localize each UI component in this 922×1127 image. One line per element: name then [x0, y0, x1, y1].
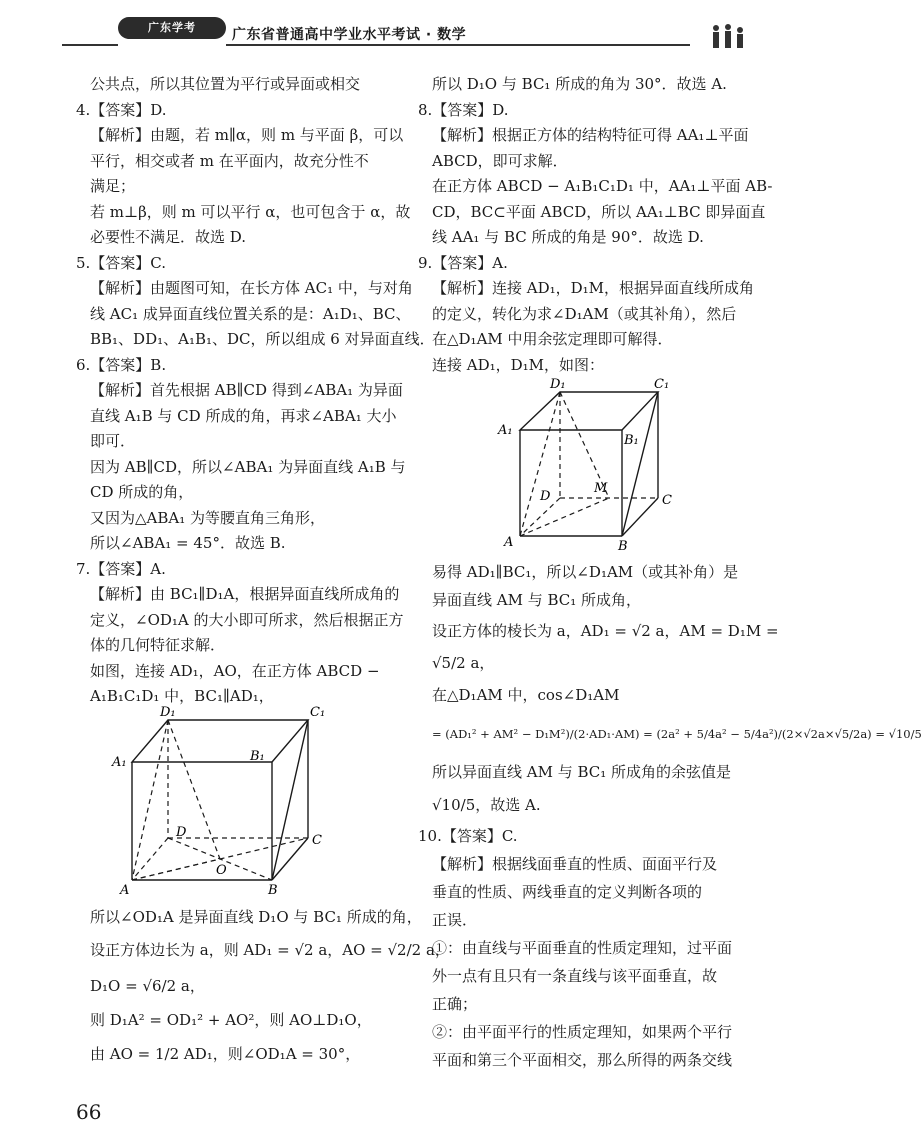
- text-line: 【解析】连接 AD₁，D₁M，根据异面直线所成角: [432, 279, 755, 297]
- text-line: 正误．: [432, 911, 478, 929]
- text-line: 所以异面直线 AM 与 BC₁ 所成角的余弦值是: [432, 763, 732, 781]
- right-column: [418, 72, 922, 1074]
- header-rule: [226, 44, 690, 46]
- text-line: 异面直线 AM 与 BC₁ 所成角，: [432, 591, 642, 609]
- answer-line: 7.【答案】A.: [76, 559, 166, 578]
- text-line: 在△D₁AM 中，cos∠D₁AM: [432, 686, 620, 704]
- text-line: 【解析】根据线面垂直的性质、面面平行及: [432, 855, 718, 873]
- text-line: BB₁、DD₁、A₁B₁、DC，所以组成 6 对异面直线．: [90, 330, 435, 348]
- text-line: CD 所成的角，: [90, 483, 194, 501]
- people-icon: [708, 24, 748, 50]
- text-line: 平行，相交或者 m 在平面内，故充分性不: [90, 151, 369, 170]
- text-line: 定义，∠OD₁A 的大小即可所求，然后根据正方: [90, 610, 404, 629]
- vertex-label: O: [216, 862, 227, 878]
- text-line: 正确；: [432, 995, 478, 1013]
- text-line: 即可．: [90, 432, 136, 450]
- answer-line: 4.【答案】D.: [76, 100, 167, 119]
- text-line: 如图，连接 AD₁，AO，在正方体 ABCD −: [90, 661, 380, 680]
- text-line: 连接 AD₁，D₁M，如图：: [432, 355, 605, 374]
- text-line: 则 D₁A² = OD₁² + AO²，则 AO⊥D₁O，: [90, 1010, 372, 1029]
- text-line: 在△D₁AM 中用余弦定理即可解得．: [432, 330, 673, 348]
- text-line: 直线 A₁B 与 CD 所成的角，再求∠ABA₁ 大小: [90, 406, 397, 425]
- text-line: 设正方体边长为 a，则 AD₁ = √2 a，AO = √2/2 a，: [90, 940, 450, 959]
- text-line: 必要性不满足．故选 D.: [90, 228, 247, 246]
- text-line: 线 AA₁ 与 BC 所成的角是 90°．故选 D.: [432, 228, 704, 246]
- text-line: 所以∠ABA₁ = 45°．故选 B.: [90, 534, 286, 552]
- text-line: 体的几何特征求解．: [90, 636, 226, 654]
- text-line: 【解析】由题图可知，在长方体 AC₁ 中，与对角: [90, 279, 413, 297]
- vertex-label: M: [594, 481, 608, 496]
- text-line: CD，BC⊂平面 ABCD，所以 AA₁⊥BC 即异面直: [432, 202, 766, 221]
- answer-line: 9.【答案】A.: [418, 253, 508, 272]
- text-line: 又因为△ABA₁ 为等腰直角三角形，: [90, 508, 326, 527]
- text-line: 平面和第三个平面相交，那么所得的两条交线: [432, 1051, 733, 1069]
- text-line: √5/2 a，: [432, 654, 495, 672]
- header-rule: [62, 44, 118, 46]
- vertex-label: A: [504, 535, 514, 550]
- vertex-label: C₁: [654, 377, 670, 392]
- text-line: ABCD，即可求解．: [432, 151, 568, 170]
- cube-edge-top: [132, 720, 308, 762]
- text-line: 【解析】由 BC₁∥D₁A，根据异面直线所成角的: [90, 585, 400, 603]
- vertex-label: B₁: [624, 433, 639, 448]
- answer-line: 5.【答案】C.: [76, 253, 167, 272]
- header-brand-logo: 广东学考: [118, 17, 226, 39]
- text-line: 若 m⊥β，则 m 可以平行 α，也可包含于 α，故: [90, 202, 411, 221]
- header-title: 广东省普通高中学业水平考试 · 数学: [232, 27, 467, 43]
- text-line: 易得 AD₁∥BC₁，所以∠D₁AM（或其补角）是: [432, 563, 739, 581]
- vertex-label: D: [540, 489, 551, 504]
- answer-line: 8.【答案】D.: [418, 100, 509, 119]
- text-line: 所以∠OD₁A 是异面直线 D₁O 与 BC₁ 所成的角，: [90, 907, 422, 926]
- vertex-label: A₁: [498, 423, 513, 438]
- vertex-label: D: [176, 824, 187, 840]
- text-line: 所以 D₁O 与 BC₁ 所成的角为 30°．故选 A.: [432, 75, 727, 93]
- vertex-label: B: [268, 882, 278, 898]
- text-line: 外一点有且只有一条直线与该平面垂直，故: [432, 967, 718, 985]
- left-column: [76, 72, 450, 1072]
- vertex-label: B₁: [250, 748, 265, 764]
- vertex-label: C₁: [310, 704, 326, 720]
- vertex-label: D₁: [160, 704, 176, 720]
- vertex-label: C: [312, 832, 322, 848]
- text-line: 设正方体的棱长为 a，AD₁ = √2 a，AM = D₁M =: [432, 622, 779, 640]
- page-number: 66: [76, 1100, 102, 1124]
- text-line: A₁B₁C₁D₁ 中，BC₁∥AD₁，: [90, 687, 274, 705]
- page-header: [0, 0, 800, 56]
- text-line: ②：由平面平行的性质定理知，如果两个平行: [432, 1023, 733, 1041]
- text-line: 垂直的性质、两线垂直的定义判断各项的: [432, 883, 703, 901]
- cube-figure-q9: [418, 378, 764, 554]
- text-line: D₁O = √6/2 a，: [90, 976, 205, 995]
- text-line: 【解析】由题，若 m∥α，则 m 与平面 β，可以: [90, 126, 404, 144]
- text-line: ①：由直线与平面垂直的性质定理知，过平面: [432, 939, 733, 957]
- vertex-label: A₁: [112, 754, 127, 770]
- cube-figure-q7: [76, 704, 398, 898]
- text-line: 【解析】首先根据 AB∥CD 得到∠ABA₁ 为异面: [90, 381, 403, 399]
- vertex-label: C: [662, 493, 672, 508]
- vertex-label: A: [120, 882, 130, 898]
- text-line: 因为 AB∥CD，所以∠ABA₁ 为异面直线 A₁B 与: [90, 457, 406, 476]
- answer-line: 10.【答案】C.: [418, 827, 518, 845]
- text-line: 线 AC₁ 成异面直线位置关系的是：A₁D₁、BC、: [90, 304, 411, 323]
- text-line: 满足；: [90, 177, 136, 195]
- cube-edge-top: [520, 392, 658, 430]
- text-line: 的定义，转化为求∠D₁AM（或其补角），然后: [432, 304, 737, 323]
- answer-line: 6.【答案】B.: [76, 355, 167, 374]
- vertex-label: B: [618, 539, 628, 554]
- text-line: 在正方体 ABCD − A₁B₁C₁D₁ 中，AA₁⊥平面 AB-: [432, 177, 773, 195]
- text-line: 由 AO = 1/2 AD₁，则∠OD₁A = 30°，: [90, 1044, 361, 1063]
- cosine-formula: = (AD₁² + AM² − D₁M²)/(2·AD₁·AM) = (2a² + 5/4a² − 5/4a²)/(2×√2a×√5/2a) = √10/5: [432, 727, 922, 741]
- text-line: √10/5，故选 A.: [432, 796, 541, 814]
- vertex-label: D₁: [550, 377, 566, 392]
- text-line: 【解析】根据正方体的结构特征可得 AA₁⊥平面: [432, 126, 749, 144]
- text-line: 公共点，所以其位置为平行或异面或相交: [90, 75, 361, 93]
